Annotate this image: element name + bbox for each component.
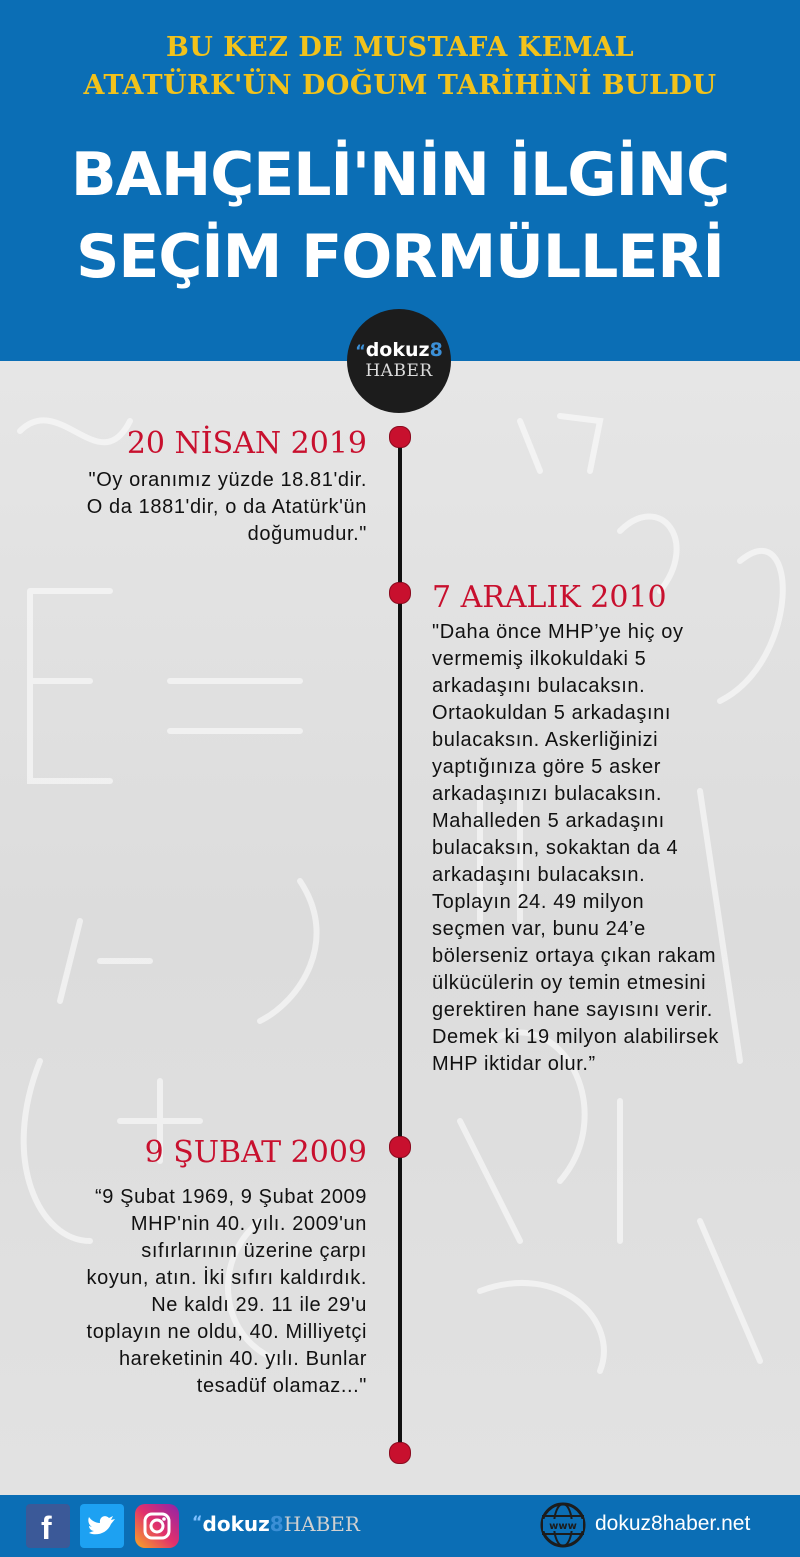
facebook-icon[interactable] bbox=[26, 1504, 70, 1548]
brand-logo-badge[interactable] bbox=[347, 309, 451, 413]
logo-brand: dokuz bbox=[365, 339, 430, 361]
footer-logo-sub: HABER bbox=[283, 1512, 360, 1536]
entry-1-quote: "Oy oranımız yüzde 18.81'dir. O da 1881'dir, o da Atatürk'ün doğumudur." bbox=[86, 469, 367, 545]
globe-text: www bbox=[549, 1521, 577, 1532]
kicker-line-1: BU KEZ DE MUSTAFA KEMAL bbox=[165, 32, 635, 63]
entry-1-date: 20 NİSAN 2019 bbox=[126, 426, 367, 461]
title-line-1: BAHÇELİ'NİN İLGİNÇ bbox=[70, 140, 730, 210]
entry-3-date: 9 ŞUBAT 2009 bbox=[144, 1135, 367, 1170]
website-link[interactable]: dokuz8haber.net bbox=[595, 1512, 751, 1535]
logo-quote-mark: “ bbox=[355, 341, 366, 360]
footer-logo-quote: “ bbox=[192, 1512, 203, 1531]
twitter-icon[interactable] bbox=[80, 1504, 124, 1548]
globe-icon bbox=[540, 1502, 586, 1548]
logo-wordmark bbox=[347, 339, 451, 361]
timeline-dot-end bbox=[389, 1442, 411, 1464]
title-line-2: SEÇİM FORMÜLLERİ bbox=[76, 222, 724, 292]
timeline-dot-3 bbox=[389, 1136, 411, 1158]
logo-sub: HABER bbox=[365, 361, 433, 381]
header-banner bbox=[0, 0, 800, 361]
logo-brand-number: 8 bbox=[429, 339, 443, 361]
timeline-dot-1 bbox=[389, 426, 411, 448]
entry-3-quote: “9 Şubat 1969, 9 Şubat 2009 MHP'nin 40. yılı. 2009'un sıfırlarının üzerine çarpı koyun, atın. İki sıfırı kaldırdık. Ne kaldı 29. 11 ile 29'u toplayın ne oldu, 40. Milliyetçi hareketinin 40. yılı. Bunlar tesadüf olamaz..." bbox=[86, 1186, 367, 1397]
footer-logo[interactable] bbox=[192, 1512, 360, 1536]
footer-bar bbox=[0, 1495, 800, 1557]
timeline-dot-2 bbox=[389, 582, 411, 604]
svg-text:f: f bbox=[41, 1510, 52, 1546]
entry-2-date: 7 ARALIK 2010 bbox=[432, 580, 667, 615]
footer-logo-brand: dokuz bbox=[202, 1512, 270, 1536]
kicker-line-2: ATATÜRK'ÜN DOĞUM TARİHİNİ BULDU bbox=[83, 70, 717, 101]
instagram-icon[interactable] bbox=[135, 1504, 179, 1548]
entry-2-quote: "Daha önce MHP’ye hiç oy vermemiş ilkokuldaki 5 arkadaşını bulacaksın. Ortaokuldan 5 arkadaşını bulacaksın. Askerliğinizi yaptığınıza göre 5 asker arkadaşınızı bulacaksın. Mahalleden 5 arkadaşını bulacaksın, sokaktan da 4 arkadaşını bulacaksın. Toplayın 24. 49 milyon seçmen var, bunu 24’e bölerseniz ortaya çıkan rakam ülkücülerin oy temin etmesini gerektiren hane sayısını verir. Demek ki 19 milyon alabilirsek MHP iktidar olur.” bbox=[432, 621, 719, 1075]
footer-logo-number: 8 bbox=[269, 1512, 284, 1536]
